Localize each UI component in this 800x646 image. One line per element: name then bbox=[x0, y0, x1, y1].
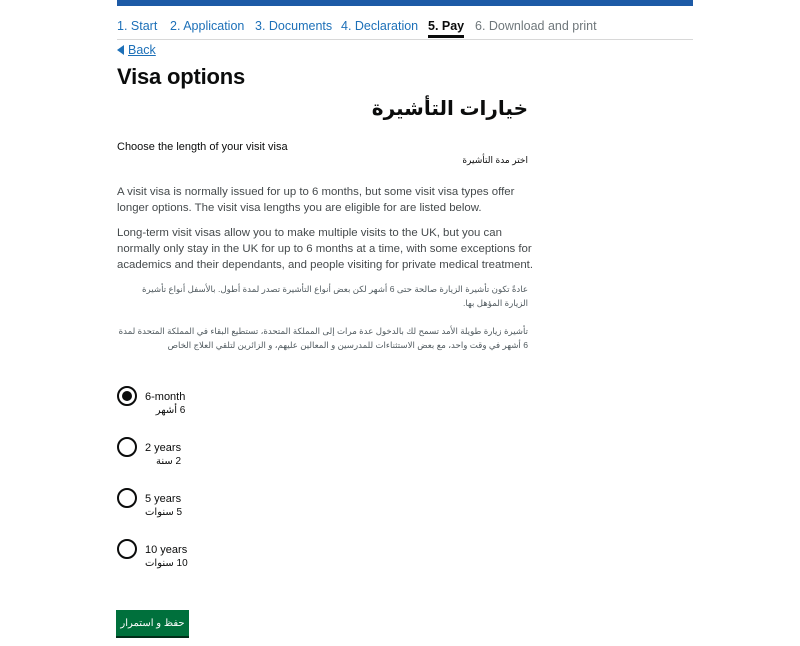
page-title: Visa options bbox=[117, 64, 245, 89]
question-label-arabic: اختر مدة التأشيرة bbox=[462, 155, 528, 165]
option-label: 10 years bbox=[145, 544, 188, 556]
info-paragraph: A visit visa is normally issued for up to 6 months, but some visit visa types offer longer options. The visit visa lengths you are eligible for are listed below. bbox=[117, 186, 515, 214]
option-label: 5 years bbox=[145, 493, 182, 505]
top-accent-bar bbox=[117, 0, 693, 6]
option-label: 2 years bbox=[145, 442, 182, 454]
page-title-arabic: خيارات التأشيرة bbox=[371, 98, 528, 120]
option-label-arabic: 10 سنوات bbox=[145, 558, 188, 569]
option-label-arabic: 2 سنة bbox=[155, 456, 182, 467]
save-and-continue-button[interactable]: حفظ و استمرار bbox=[116, 610, 189, 636]
radio-option-2-years[interactable] bbox=[117, 435, 181, 468]
question-label: Choose the length of your visit visa bbox=[117, 141, 288, 153]
step-pay-current: 5. Pay bbox=[428, 17, 464, 38]
radio-button[interactable] bbox=[117, 437, 137, 457]
radio-option-5-years[interactable] bbox=[117, 486, 182, 519]
option-label-arabic: 6 أشهر bbox=[155, 405, 186, 416]
back-arrow-icon bbox=[117, 45, 124, 55]
back-link[interactable] bbox=[117, 43, 156, 57]
step-declaration-link[interactable]: 4. Declaration bbox=[341, 19, 419, 33]
step-start-link[interactable]: 1. Start bbox=[117, 19, 158, 33]
radio-button[interactable] bbox=[117, 488, 137, 508]
back-link-label: Back bbox=[128, 43, 156, 57]
step-navigation bbox=[117, 17, 693, 40]
info-paragraph: Long-term visit visas allow you to make multiple visits to the UK, but you can normally only stay in the UK for up to 6 months at a time, with some exceptions for academics and their dependants, and people visiting for private medical treatment. bbox=[117, 227, 533, 271]
info-paragraph-arabic: تأشيرة زيارة طويلة الأمد تسمح لك بالدخول عدة مرات إلى المملكة المتحدة، تستطيع البقاء في المملكة المتحدة لمدة 6 أشهر في وقت واحد، مع بعض الاستثناءات للمدرسين و المعالين عليهم، و الزائرين لتلقي العلاج الخاص bbox=[118, 326, 528, 350]
radio-option-10-years[interactable] bbox=[117, 537, 188, 570]
step-documents-link[interactable]: 3. Documents bbox=[255, 19, 333, 33]
radio-button-selected[interactable] bbox=[117, 386, 137, 406]
option-label: 6-month bbox=[145, 391, 186, 403]
info-paragraph-arabic: عادةً تكون تأشيرة الزيارة صالحة حتى 6 أشهر لكن بعض أنواع التأشيرة تصدر لمدة أطول. بالأسفل أنواع تأشيرة الزيارة المؤهل بها. bbox=[142, 284, 528, 308]
step-application-link[interactable]: 2. Application bbox=[170, 19, 245, 33]
step-download-print: 6. Download and print bbox=[475, 19, 597, 33]
option-label-arabic: 5 سنوات bbox=[145, 507, 183, 518]
radio-button[interactable] bbox=[117, 539, 137, 559]
radio-option-6-month[interactable] bbox=[117, 384, 185, 417]
